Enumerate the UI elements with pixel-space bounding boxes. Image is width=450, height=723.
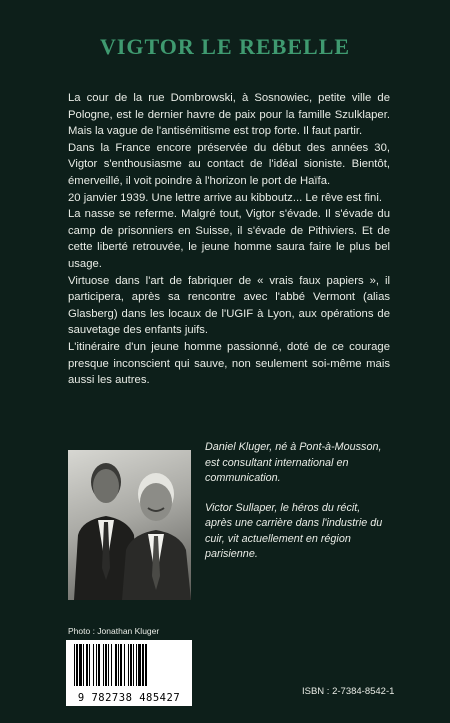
barcode-bar (105, 644, 107, 686)
blurb-paragraph: Dans la France encore préservée du début des années 30, Vigtor s'enthousiasme au contact de l'idéal sioniste. Bientôt, émerveillé, il voit poindre à l'horizon le port de Haïfa. (68, 141, 390, 187)
barcode-bar (124, 644, 125, 686)
portrait-illustration (68, 450, 191, 600)
barcode-number: 9 782738 485427 (77, 692, 181, 704)
author-and-hero-photo (68, 450, 191, 600)
barcode-bar (145, 644, 147, 686)
barcode-bar (79, 644, 82, 686)
barcode-bar (96, 644, 97, 686)
barcode-bar (142, 644, 144, 686)
barcode-bar (115, 644, 117, 686)
barcode-bar (74, 644, 75, 686)
barcode-bar (98, 644, 100, 686)
isbn: ISBN : 2-7384-8542-1 (302, 686, 395, 697)
book-title: VIGTOR LE REBELLE (99, 34, 351, 59)
barcode-bar (89, 644, 90, 686)
barcode-bar (86, 644, 88, 686)
barcode-bar (138, 644, 141, 686)
barcode-bar (103, 644, 104, 686)
barcode-bar (111, 644, 112, 686)
blurb-paragraph: Virtuose dans l'art de fabriquer de « vrais faux papiers », il participera, après sa rencontre avec l'abbé Vermont (alias Glasberg) dans les locaux de l'UGIF à Lyon, aux opérations de sauvetage des enfants juifs. (68, 274, 390, 337)
photo-credit: Photo : Jonathan Kluger (68, 626, 160, 636)
blurb-paragraph: 20 janvier 1939. Une lettre arrive au kibboutz... Le rêve est fini. (68, 191, 382, 204)
barcode-bar (133, 644, 134, 686)
barcode-bar (120, 644, 122, 686)
barcode-bar (118, 644, 119, 686)
blurb-paragraph: L'itinéraire d'un jeune homme passionné, doté de ce courage presque inconscient qui sauve, non seulement soi-même mais aussi les autres. (68, 340, 390, 387)
back-cover-blurb (68, 90, 390, 389)
author-bio: Daniel Kluger, né à Pont-à-Mousson, est consultant international en communication. (205, 441, 382, 484)
blurb-paragraph: La cour de la rue Dombrowski, à Sosnowiec, petite ville de Pologne, est le dernier havre de paix pour la famille Szulklaper. Mais la vague de l'antisémitisme est trop forte. Il faut partir. (68, 92, 390, 138)
blurb-paragraph: La nasse se referme. Malgré tout, Vigtor s'évade. Il s'évade du camp de prisonniers en Suisse, il s'évade de Pithiviers. Et de cette liberté retrouvée, le jeune homme saura faire le plus bel usage. (68, 208, 390, 270)
barcode (66, 640, 192, 706)
barcode-bars (66, 640, 192, 690)
hero-bio: Victor Sullaper, le héros du récit, après une carrière dans l'industrie du cuir, vit actuellement en région parisienne. (205, 501, 383, 560)
biographies (205, 440, 390, 577)
barcode-bar (136, 644, 137, 686)
barcode-bar (93, 644, 94, 686)
barcode-bar (128, 644, 129, 686)
barcode-bar (108, 644, 109, 686)
barcode-bar (83, 644, 84, 686)
barcode-bar (130, 644, 132, 686)
barcode-bar (76, 644, 78, 686)
